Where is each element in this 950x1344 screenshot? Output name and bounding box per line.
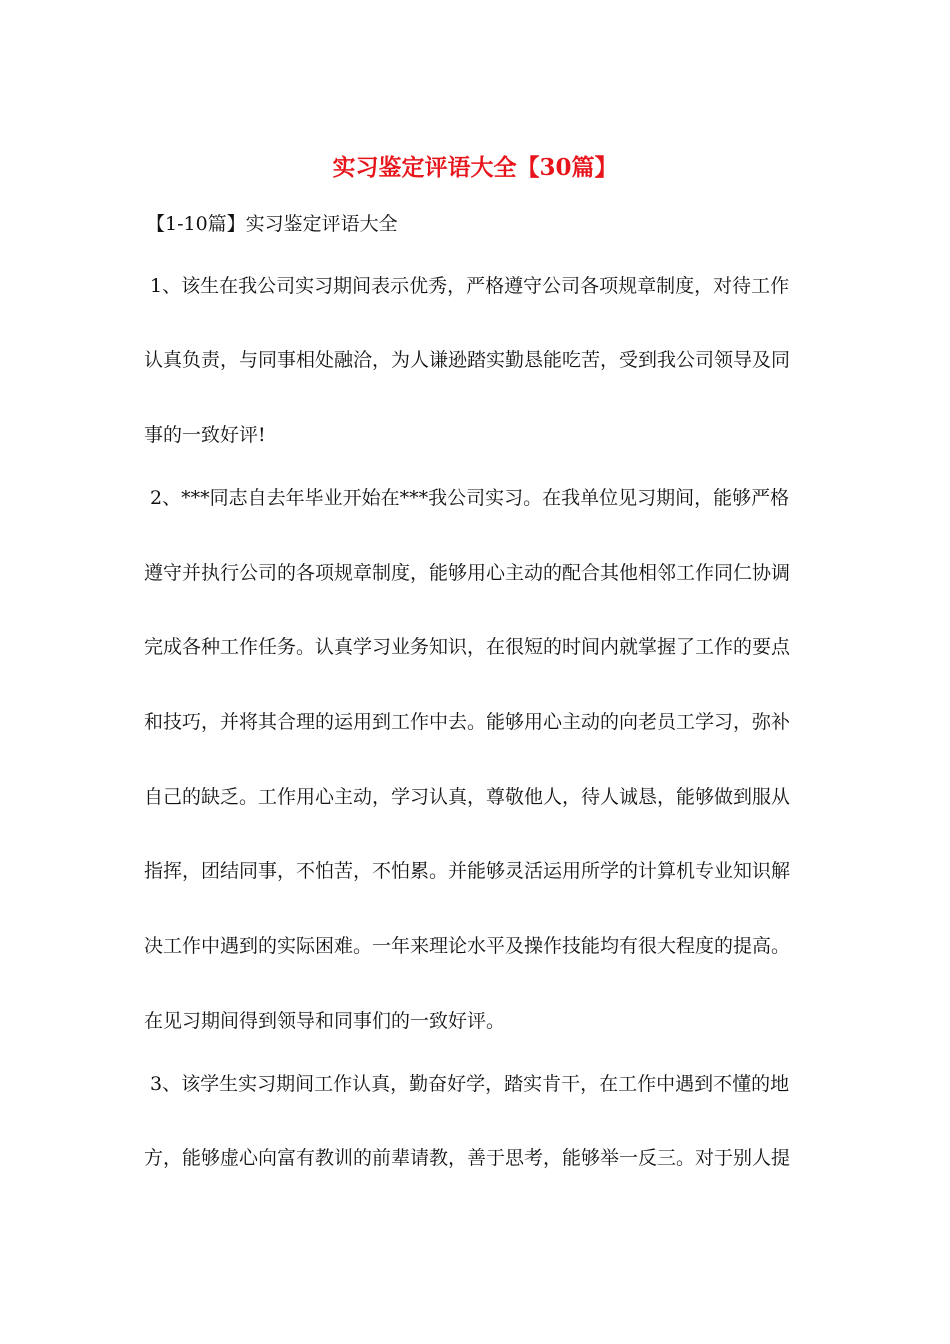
paragraph-line: 2、***同志自去年毕业开始在***我公司实习。在我单位见习期间，能够严格 (150, 487, 790, 509)
paragraph-line: 事的一致好评! (144, 424, 266, 446)
document-title: 实习鉴定评语大全【30篇】 (332, 154, 618, 181)
paragraph-line: 自己的缺乏。工作用心主动，学习认真，尊敬他人，待人诚恳，能够做到服从 (144, 786, 791, 808)
paragraph-line: 遵守并执行公司的各项规章制度，能够用心主动的配合其他相邻工作同仁协调 (144, 562, 791, 584)
paragraph-line: 在见习期间得到领导和同事们的一致好评。 (144, 1010, 506, 1032)
paragraph-line: 3、该学生实习期间工作认真，勤奋好学，踏实肯干，在工作中遇到不懂的地 (150, 1073, 790, 1095)
paragraph-line: 认真负责，与同事相处融洽，为人谦逊踏实勤恳能吃苦，受到我公司领导及同 (144, 349, 791, 371)
paragraph-line: 1、该生在我公司实习期间表示优秀，严格遵守公司各项规章制度，对待工作 (150, 275, 790, 297)
paragraph-line: 方，能够虚心向富有教训的前辈请教，善于思考，能够举一反三。对于别人提 (144, 1147, 791, 1169)
paragraph-line: 指挥，团结同事，不怕苦，不怕累。并能够灵活运用所学的计算机专业知识解 (144, 860, 791, 882)
section-heading: 【1-10篇】实习鉴定评语大全 (146, 213, 398, 235)
paragraph-line: 完成各种工作任务。认真学习业务知识，在很短的时间内就掌握了工作的要点 (144, 636, 791, 658)
paragraph-line: 决工作中遇到的实际困难。一年来理论水平及操作技能均有很大程度的提高。 (144, 935, 791, 957)
paragraph-line: 和技巧，并将其合理的运用到工作中去。能够用心主动的向老员工学习，弥补 (144, 711, 791, 733)
